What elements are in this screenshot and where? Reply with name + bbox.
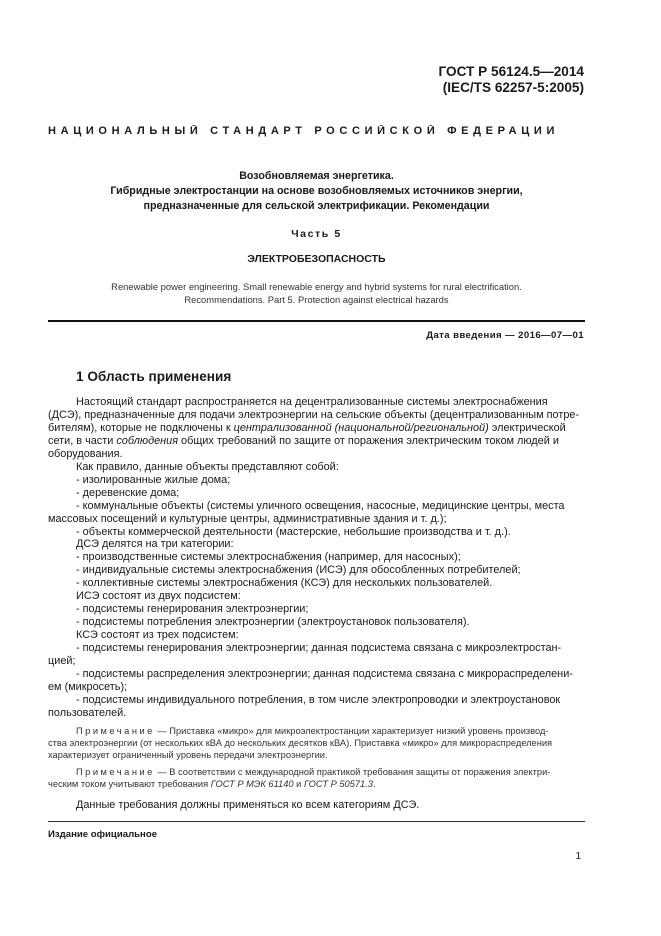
final-statement: Данные требования должны применяться ко всем категориям ДСЭ. [76, 798, 420, 811]
para-line: бителям), которые не подключены к централизованной (национальной/региональной) электрической [48, 421, 566, 434]
english-title-line-2: Recommendations. Part 5. Protection against electrical hazards [184, 294, 449, 305]
note-label: Примечание [76, 725, 155, 736]
list-item: - подсистемы генерирования электроэнергии; данная подсистема связана с микроэлектростан- [76, 642, 562, 655]
para-line: Настоящий стандарт распространяется на децентрализованные системы электроснабжения [76, 396, 548, 408]
title-line-1: Возобновляемая энергетика. [239, 170, 394, 182]
list-item: - индивидуальные системы электроснабжения (ИСЭ) для обособленных потребителей; [76, 564, 521, 577]
title-line-3: предназначенные для сельской электрификации. Рекомендации [143, 200, 490, 212]
header-divider [48, 320, 585, 322]
list-item-continuation: пользователей. [48, 706, 127, 719]
list-item: - подсистемы генерирования электроэнергии; [76, 603, 309, 616]
section-body [48, 396, 585, 812]
list-item: - коммунальные объекты (системы уличного освещения, насосные, медицинские центры, места [76, 499, 565, 512]
list-item-continuation: ем (микросеть); [48, 680, 128, 693]
page-number: 1 [575, 851, 581, 862]
note-1: Примечание — Приставка «микро» для микроэлектростанции характеризует низкий уровень производ- ства электроэнергии (от нескольких кВА до нескольких десятков кВА). Приставка «микро» для микрораспределения характеризует ограниченный уровень передачи электроэнергии. [48, 725, 553, 760]
note-2: Примечание — В соответствии с международной практикой требования защиты от поражения электри- ческим током учитывают требования ГОСТ Р МЭК 61140 и ГОСТ Р 50571.3. [48, 766, 551, 789]
title-line-2: Гибридные электростанции на основе возобновляемых источников энергии, [110, 185, 523, 197]
standard-code-iec: (IEC/TS 62257-5:2005) [442, 80, 584, 95]
list-item-continuation: массовых посещений и культурные центры, административные здания и т. д.); [48, 512, 447, 525]
part-subtitle: ЭЛЕКТРОБЕЗОПАСНОСТЬ [247, 253, 386, 265]
list-intro: Как правило, данные объекты представляют собой: [76, 460, 339, 473]
list-item: - объекты коммерческой деятельности (мастерские, небольшие производства и т. д.). [76, 525, 511, 538]
standard-code-gost: ГОСТ Р 56124.5—2014 [438, 64, 584, 79]
introduction-date: Дата введения — 2016—07—01 [426, 330, 584, 341]
national-standard-banner: НАЦИОНАЛЬНЫЙ СТАНДАРТ РОССИЙСКОЙ ФЕДЕРАЦИИ [48, 125, 560, 137]
english-title-line-1: Renewable power engineering. Small renewable energy and hybrid systems for rural electrification. [111, 281, 522, 292]
footer-divider [48, 821, 585, 822]
standard-code [439, 64, 584, 96]
english-title [48, 280, 585, 306]
note-label: Примечание [76, 766, 155, 777]
list-item: - подсистемы распределения электроэнергии; данная подсистема связана с микрораспределени- [76, 668, 573, 681]
list-intro: ИСЭ состоят из двух подсистем: [76, 590, 241, 603]
list-item: - подсистемы потребления электроэнергии (электроустановок пользователя). [76, 616, 470, 629]
list-item: - коллективные системы электроснабжения (КСЭ) для нескольких пользователей. [76, 577, 493, 590]
list-item: - изолированные жилые дома; [76, 473, 231, 486]
section-heading: 1 Область применения [76, 369, 232, 384]
list-item: - деревенские дома; [76, 486, 180, 499]
list-item: - подсистемы индивидуального потребления, в том числе электропроводки и электроустановок [76, 693, 561, 706]
para-line: сети, в части соблюдения общих требований по защите от поражения электрическим током людей и [48, 434, 559, 447]
list-item-continuation: цией; [48, 655, 76, 668]
part-number: Часть 5 [291, 228, 342, 240]
list-intro: КСЭ состоят из трех подсистем: [76, 629, 239, 642]
para-line: (ДСЭ), предназначенные для подачи электроэнергии на сельские объекты (децентрализованным потре- [48, 408, 580, 421]
para-line: оборудования. [48, 447, 123, 460]
official-edition-label: Издание официальное [48, 829, 158, 840]
document-title [48, 169, 585, 214]
list-item: - производственные системы электроснабжения (например, для насосных); [76, 551, 461, 564]
list-intro: ДСЭ делятся на три категории: [76, 538, 234, 551]
